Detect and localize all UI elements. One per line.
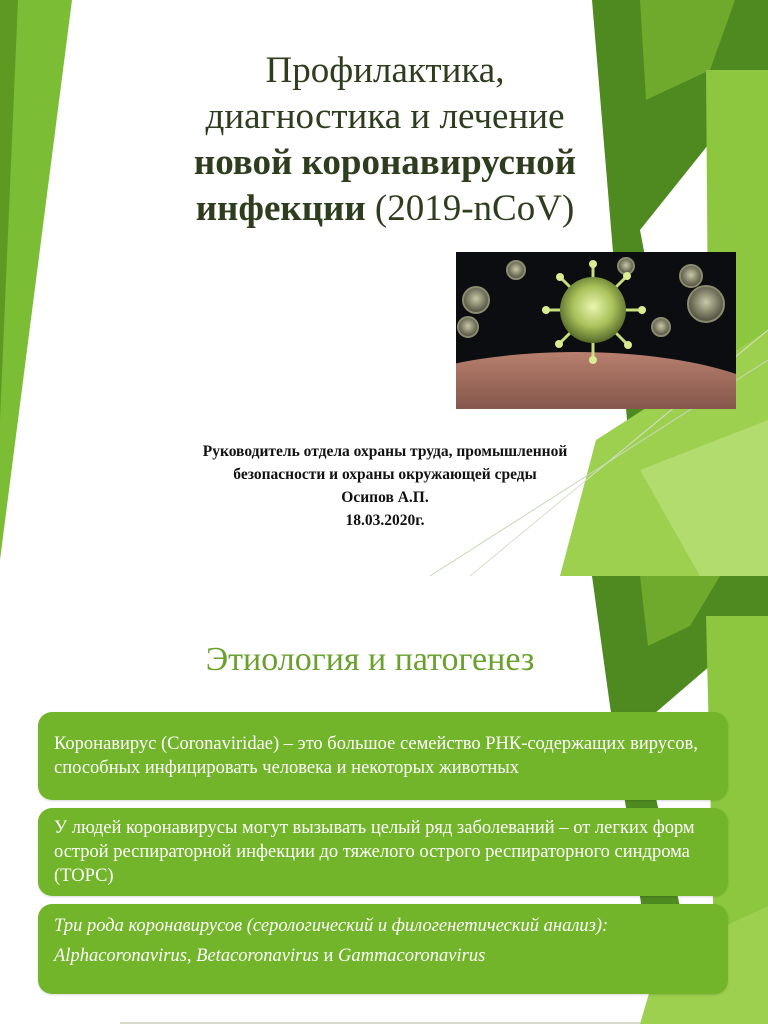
info-box-diseases — [38, 808, 728, 896]
author-name: Осипов А.П. — [341, 489, 429, 506]
box3-heading: Три рода коронавирусов (серологический и филогенетический анализ): — [54, 916, 609, 936]
box2-text: У людей коронавирусы могут вызывать целый ряд заболеваний – от легких форм острой респираторной инфекции до тяжелого острого респираторного синдрома (ТОРС) — [54, 818, 695, 886]
box3-genera-list — [54, 944, 714, 968]
author-position-line-2: безопасности и охраны окружающей среды — [233, 466, 537, 483]
title-line-4-rest: (2019-nCoV) — [365, 188, 575, 229]
genus-beta: Betacoronavirus — [196, 946, 319, 966]
slide-2 — [0, 576, 768, 1024]
genus-gamma: Gammacoronavirus — [337, 946, 486, 966]
genus-alpha: Alphacoronavirus — [54, 946, 187, 966]
title-line-2: диагностика и лечение — [205, 96, 565, 137]
slide1-title — [130, 48, 640, 232]
title-line-4-bold: инфекции — [195, 188, 366, 229]
genus-separator-1: , — [186, 946, 197, 966]
author-position-line-1: Руководитель отдела охраны труда, промышленной — [202, 443, 568, 460]
info-box-genera — [38, 904, 728, 994]
title-line-4 — [130, 186, 640, 232]
slide2-title: Этиология и патогенез — [205, 641, 535, 678]
title-line-3: новой коронавирусной — [193, 142, 577, 183]
genus-separator-2: и — [318, 946, 338, 966]
presentation-date: 18.03.2020г. — [345, 512, 425, 529]
info-box-coronaviridae — [38, 712, 728, 800]
coronavirus-image — [456, 252, 736, 409]
title-line-1: Профилактика, — [265, 50, 505, 91]
author-block — [150, 440, 620, 532]
box1-text: Коронавирус (Coronaviridae) – это большое семейство РНК-содержащих вирусов, способных инфицировать человека и некоторых животных — [54, 734, 698, 778]
